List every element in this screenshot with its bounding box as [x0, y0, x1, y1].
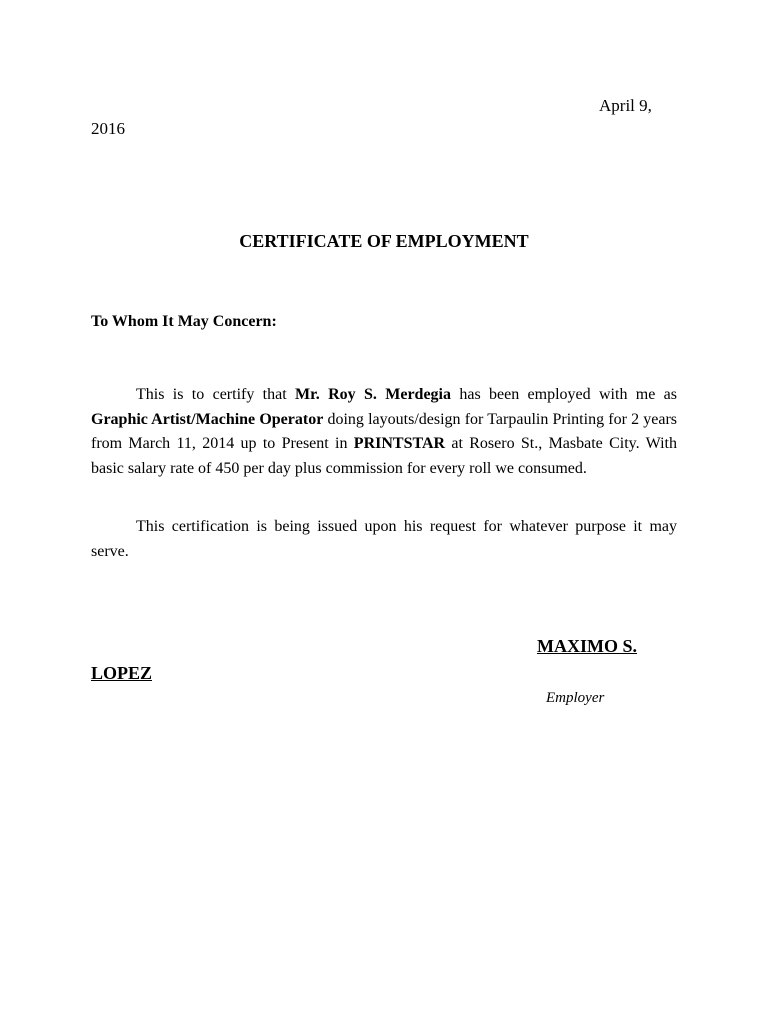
- paragraph1-text-4: at Rosero St., Masbate City. With basic salary rate of 450 per day plus commission for every roll we consumed.: [91, 435, 677, 477]
- document-title-text: CERTIFICATE OF EMPLOYMENT: [239, 231, 529, 251]
- date-year: 2016: [91, 119, 125, 138]
- employee-name: Mr. Roy S. Merdegia: [295, 386, 451, 403]
- signatory-role: Employer: [546, 690, 605, 706]
- signatory-name-first: MAXIMO S.: [537, 636, 637, 656]
- paragraph1-text-2: has been employed with me as: [451, 386, 678, 403]
- paragraph1-text-1: This is to certify that: [136, 386, 296, 403]
- salutation: To Whom It May Concern:: [91, 313, 277, 330]
- employee-position: Graphic Artist/Machine Operator: [91, 410, 324, 428]
- document-title: [0, 232, 768, 250]
- paragraph2-text: This certification is being issued upon his request for whatever purpose it may serve.: [91, 518, 677, 560]
- paragraph1-text-3: doing layouts/design for Tarpaulin Printing for 2 years from March 11, 2014 up to Present in: [91, 410, 677, 452]
- body-paragraph-2: [91, 515, 677, 564]
- company-name: PRINTSTAR: [353, 435, 446, 452]
- body-paragraph-1: [91, 383, 677, 481]
- signatory-name-last: LOPEZ: [91, 663, 153, 683]
- date-month-day: April 9,: [599, 96, 652, 115]
